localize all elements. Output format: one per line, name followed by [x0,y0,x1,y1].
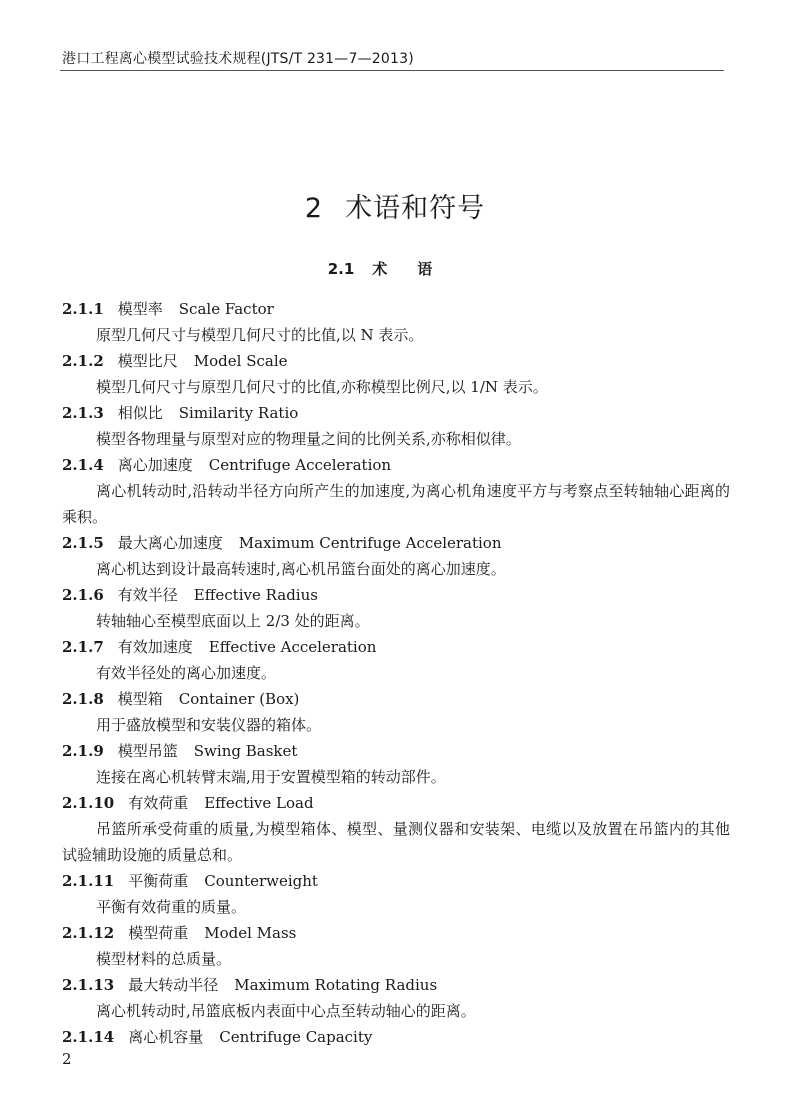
term-english: Model Mass [204,924,297,942]
term-chinese: 相似比 [117,404,163,422]
term-number: 2.1.12 [62,924,115,942]
term-english: Swing Basket [193,742,298,760]
term-english: Centrifuge Acceleration [208,456,392,474]
term-chinese: 有效荷重 [128,794,189,812]
term-entry [62,582,730,634]
term-number: 2.1.14 [62,1028,115,1046]
term-chinese: 模型箱 [117,690,163,708]
term-number: 2.1.11 [62,872,115,890]
term-english: Scale Factor [178,300,274,318]
term-chinese: 平衡荷重 [128,872,189,890]
term-number: 2.1.7 [62,638,104,656]
term-chinese: 离心机容量 [128,1028,204,1046]
term-number: 2.1.2 [62,352,104,370]
term-entry [62,790,730,868]
term-definition: 连接在离心机转臂末端,用于安置模型箱的转动部件。 [96,768,446,786]
term-entry [62,634,730,686]
term-english: Effective Acceleration [208,638,377,656]
term-entry [62,868,730,920]
term-definition: 模型材料的总质量。 [96,950,232,968]
term-heading [62,348,730,374]
term-chinese: 有效加速度 [117,638,193,656]
term-chinese: 最大离心加速度 [117,534,223,552]
term-english: Model Scale [193,352,288,370]
term-english: Maximum Rotating Radius [234,976,438,994]
terms-list [62,296,730,1050]
term-definition: 有效半径处的离心加速度。 [96,664,277,682]
term-heading [62,738,730,764]
term-english: Counterweight [204,872,318,890]
term-heading [62,868,730,894]
term-number: 2.1.6 [62,586,104,604]
term-number: 2.1.9 [62,742,104,760]
term-english: Centrifuge Capacity [219,1028,373,1046]
term-chinese: 最大转动半径 [128,976,219,994]
term-definition: 离心机转动时,吊篮底板内表面中心点至转动轴心的距离。 [96,1002,476,1020]
section-number: 2.1 [327,260,355,278]
term-number: 2.1.3 [62,404,104,422]
term-number: 2.1.1 [62,300,104,318]
term-heading [62,452,730,478]
term-chinese: 模型吊篮 [117,742,178,760]
term-definition: 模型几何尺寸与原型几何尺寸的比值,亦称模型比例尺,以 1/N 表示。 [96,378,548,396]
term-heading [62,790,730,816]
term-heading [62,400,730,426]
term-number: 2.1.5 [62,534,104,552]
term-definition: 吊篮所承受荷重的质量,为模型箱体、模型、量测仪器和安装架、电缆以及放置在吊篮内的其他试验辅助设施的质量总和。 [62,820,730,864]
term-chinese: 模型荷重 [128,924,189,942]
term-entry [62,400,730,452]
term-heading [62,1024,730,1050]
term-entry [62,1024,730,1050]
term-definition: 模型各物理量与原型对应的物理量之间的比例关系,亦称相似律。 [96,430,521,448]
term-english: Similarity Ratio [178,404,299,422]
term-entry [62,296,730,348]
term-entry [62,686,730,738]
term-chinese: 有效半径 [117,586,178,604]
chapter-heading [0,186,790,225]
term-definition: 转轴轴心至模型底面以上 2/3 处的距离。 [96,612,370,630]
term-definition: 用于盛放模型和安装仪器的箱体。 [96,716,322,734]
term-heading [62,530,730,556]
chapter-number: 2 [304,193,324,224]
term-heading [62,582,730,608]
term-definition: 离心机转动时,沿转动半径方向所产生的加速度,为离心机角速度平方与考察点至转轴轴心距离的乘积。 [62,482,730,526]
chapter-title: 术语和符号 [345,193,486,224]
term-entry [62,972,730,1024]
term-chinese: 模型率 [117,300,163,318]
term-definition: 离心机达到设计最高转速时,离心机吊篮台面处的离心加速度。 [96,560,506,578]
term-heading [62,296,730,322]
term-chinese: 离心加速度 [117,456,193,474]
term-english: Effective Load [204,794,314,812]
term-heading [62,920,730,946]
term-chinese: 模型比尺 [117,352,178,370]
term-number: 2.1.13 [62,976,115,994]
header-divider [60,70,724,71]
term-definition: 平衡有效荷重的质量。 [96,898,247,916]
section-title: 术语 [372,260,463,278]
term-number: 2.1.8 [62,690,104,708]
term-entry [62,920,730,972]
term-english: Maximum Centrifuge Acceleration [238,534,502,552]
term-heading [62,686,730,712]
term-heading [62,972,730,998]
term-english: Container (Box) [178,690,300,708]
term-entry [62,738,730,790]
term-heading [62,634,730,660]
term-entry [62,452,730,530]
page-number: 2 [62,1050,72,1068]
term-definition: 原型几何尺寸与模型几何尺寸的比值,以 N 表示。 [96,326,424,344]
term-number: 2.1.4 [62,456,104,474]
term-entry [62,530,730,582]
section-heading [0,258,790,279]
term-number: 2.1.10 [62,794,115,812]
running-header: 港口工程离心模型试验技术规程(JTS/T 231—7—2013) [62,51,414,67]
term-entry [62,348,730,400]
term-english: Effective Radius [193,586,318,604]
